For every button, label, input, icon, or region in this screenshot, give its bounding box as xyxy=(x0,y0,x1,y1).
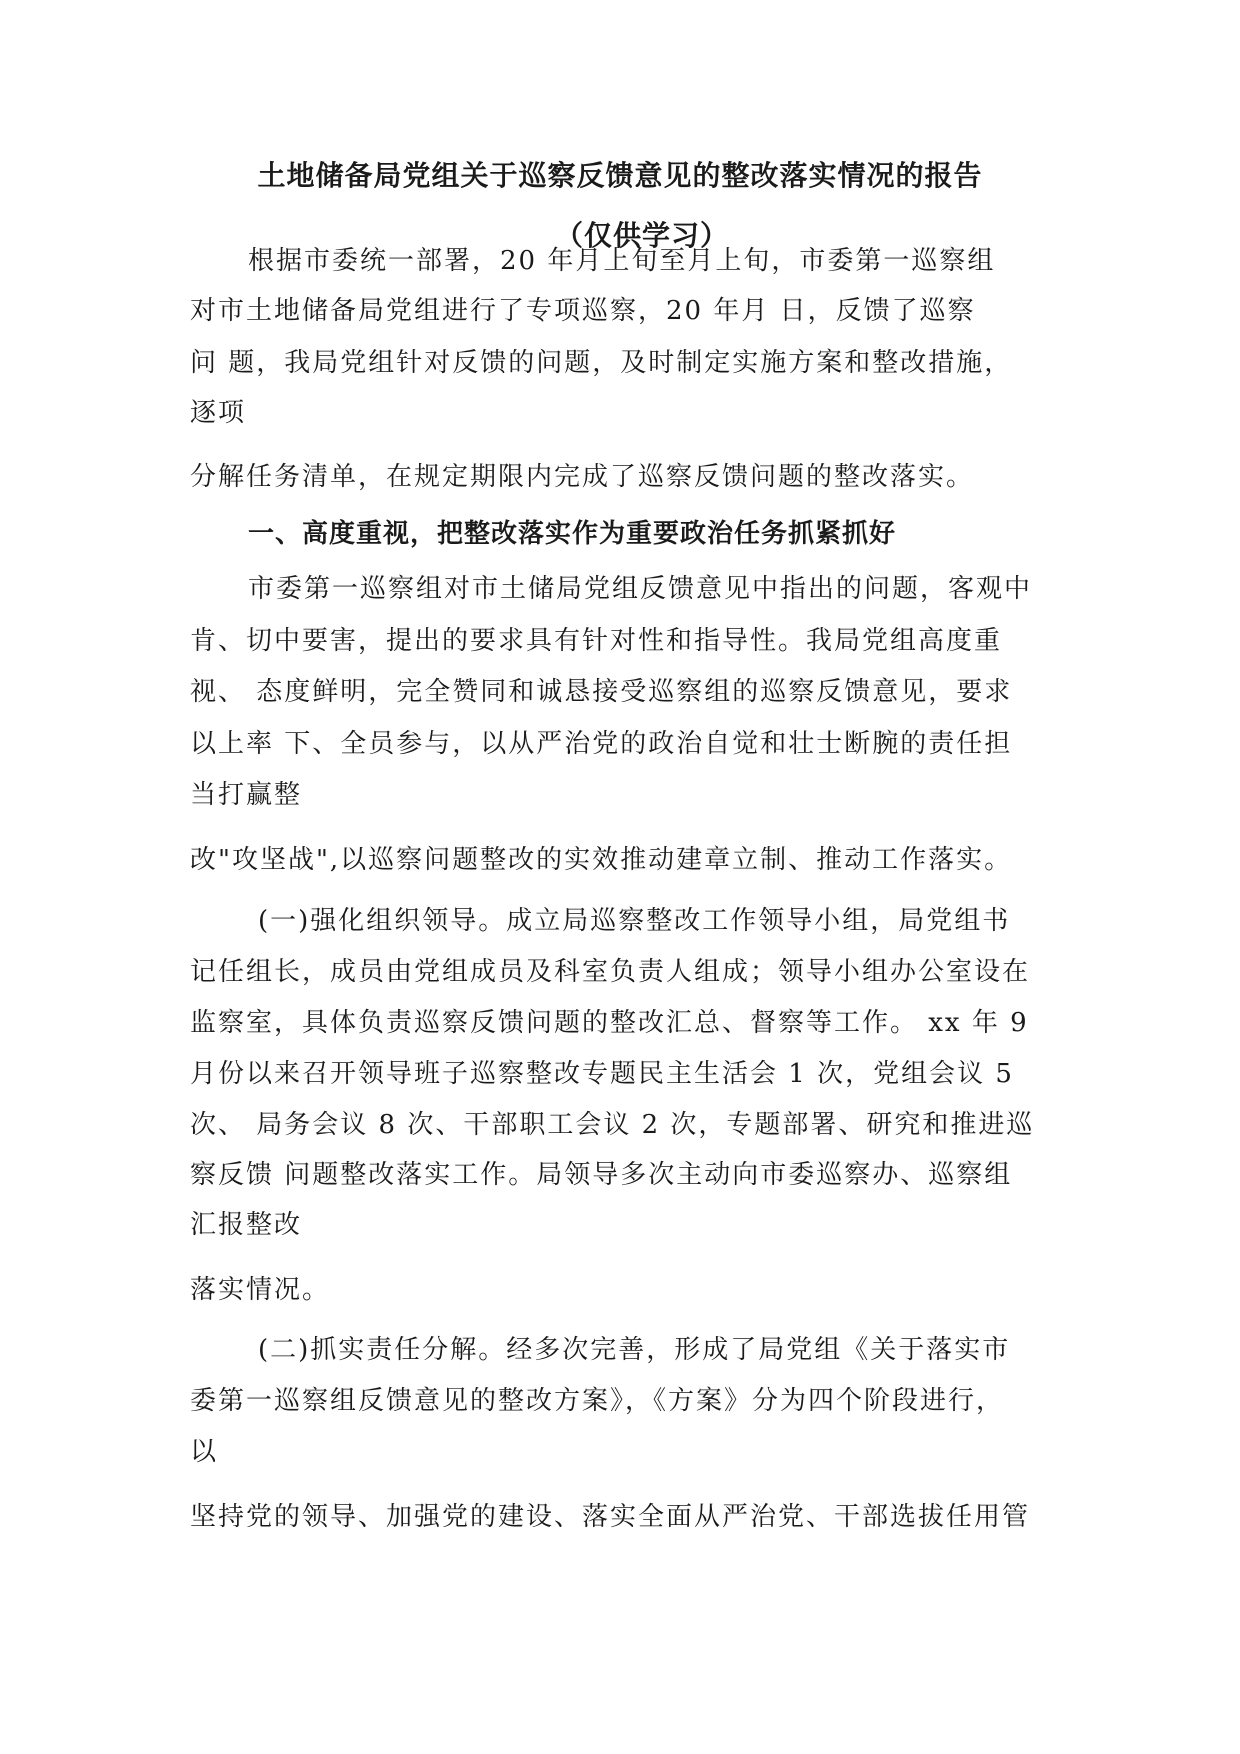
paragraph-line: 汇报整改 xyxy=(190,1210,303,1240)
paragraph-line: 肯、切中要害，提出的要求具有针对性和指导性。我局党组高度重 xyxy=(190,626,1003,656)
paragraph-line: 监察室，具体负责巡察反馈问题的整改汇总、督察等工作。 xx 年 9 xyxy=(190,1008,1029,1038)
paragraph-line: (一)强化组织领导。成立局巡察整改工作领导小组，局党组书 xyxy=(258,906,1011,936)
paragraph-line: 问 题，我局党组针对反馈的问题，及时制定实施方案和整改措施， xyxy=(190,348,1013,378)
document-subtitle: （仅供学习） xyxy=(554,219,729,252)
paragraph-line: 委第一巡察组反馈意见的整改方案》，《方案》分为四个阶段进行， xyxy=(190,1386,1005,1416)
paragraph-line: 记任组长，成员由党组成员及科室负责人组成；领导小组办公室设在 xyxy=(190,957,1031,987)
paragraph-line: 根据市委统一部署，20 年月上旬至月上旬，市委第一巡察组 xyxy=(248,246,996,276)
paragraph-line: 坚持党的领导、加强党的建设、落实全面从严治党、干部选拔任用管 xyxy=(190,1502,1031,1532)
section-heading: 一、高度重视，把整改落实作为重要政治任务抓紧抓好 xyxy=(248,519,897,549)
paragraph-line: 落实情况。 xyxy=(190,1275,331,1305)
paragraph-line: 改"攻坚战",以巡察问题整改的实效推动建章立制、推动工作落实。 xyxy=(190,845,1013,875)
paragraph-line: 月份以来召开领导班子巡察整改专题民主生活会 1 次，党组会议 5 xyxy=(190,1059,1014,1089)
paragraph-line: 分解任务清单，在规定期限内完成了巡察反馈问题的整改落实。 xyxy=(190,462,975,492)
paragraph-line: 以上率 下、全员参与，以从严治党的政治自觉和壮士断腕的责任担 xyxy=(190,729,1013,759)
paragraph-line: 以 xyxy=(190,1437,219,1467)
paragraph-line: 次、 局务会议 8 次、干部职工会议 2 次，专题部署、研究和推进巡 xyxy=(190,1110,1035,1140)
document-title: 土地储备局党组关于巡察反馈意见的整改落实情况的报告 xyxy=(257,159,983,192)
paragraph-line: 市委第一巡察组对市土储局党组反馈意见中指出的问题，客观中 xyxy=(248,574,1033,604)
paragraph-line: 察反馈 问题整改落实工作。局领导多次主动向市委巡察办、巡察组 xyxy=(190,1160,1013,1190)
paragraph-line: 逐项 xyxy=(190,398,247,428)
paragraph-line: 视、 态度鲜明，完全赞同和诚恳接受巡察组的巡察反馈意见，要求 xyxy=(190,677,1013,707)
paragraph-line: (二)抓实责任分解。经多次完善，形成了局党组《关于落实市 xyxy=(258,1335,1011,1365)
paragraph-line: 当打赢整 xyxy=(190,780,303,810)
paragraph-line: 对市土地储备局党组进行了专项巡察，20 年月 日，反馈了巡察 xyxy=(190,296,976,326)
